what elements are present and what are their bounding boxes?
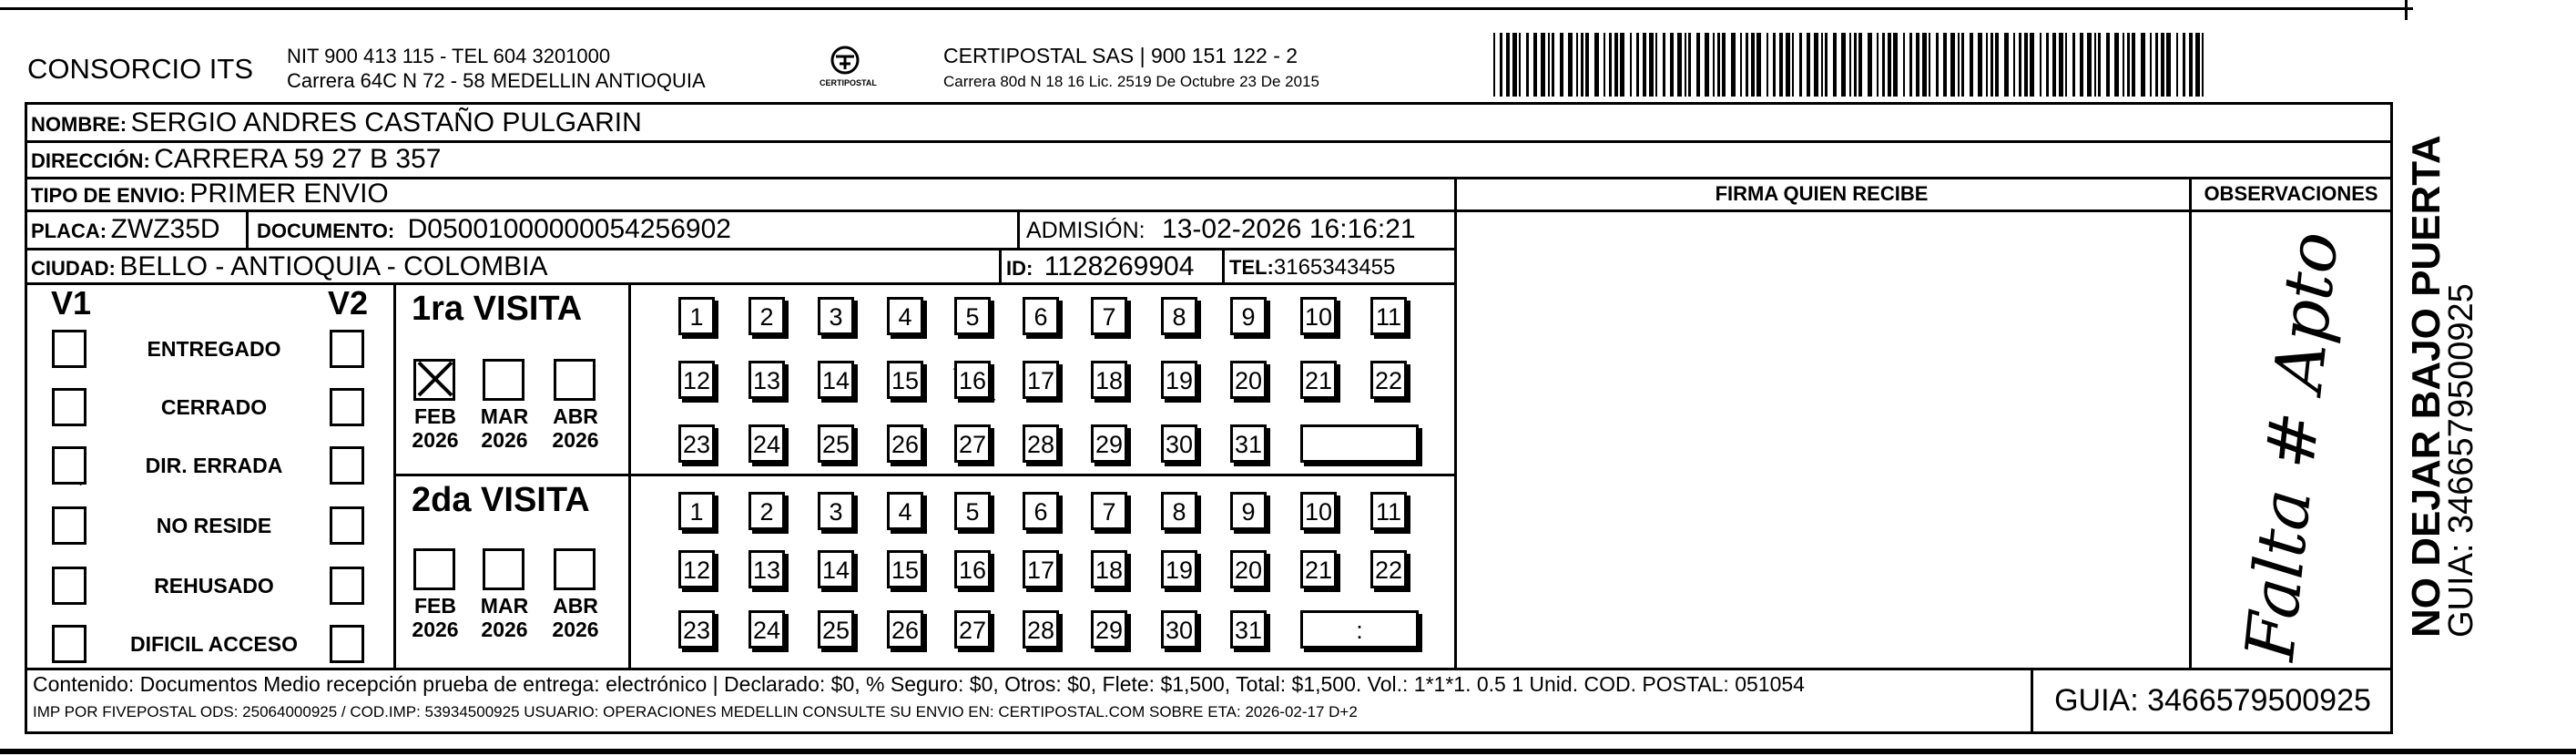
barcode-bar [1717, 33, 1720, 97]
barcode-bar [1936, 33, 1939, 97]
barcode-bar [1643, 33, 1646, 97]
first-month-year: 2026 [412, 428, 459, 452]
first-day-box[interactable]: 1 [678, 297, 715, 335]
barcode-bar [1995, 33, 1999, 97]
barcode-bar [2127, 33, 2130, 97]
first-day-box[interactable]: 25 [818, 424, 854, 463]
barcode-bar [1649, 33, 1654, 97]
second-day-box[interactable]: 4 [887, 492, 923, 530]
barcode-bar [2030, 33, 2034, 97]
first-month-name: ABR [553, 404, 598, 428]
first-day-box[interactable]: 26 [887, 424, 923, 463]
barcode-bar [1685, 33, 1686, 97]
barcode-bar [2166, 33, 2171, 97]
top-scan-line [0, 7, 2413, 10]
barcode-bar [1533, 33, 1537, 97]
barcode-bar [2161, 33, 2164, 97]
guia-vertical: GUIA: 3466579500925 [2442, 283, 2480, 638]
status-option-label: NO RESIDE [156, 514, 272, 537]
no-dejar-vertical: NO DEJAR BAJO PUERTA [2404, 135, 2449, 638]
second-month-checkbox[interactable] [554, 548, 596, 590]
courier-name: CERTIPOSTAL SAS | 900 151 122 - 2 [943, 44, 1298, 67]
first-day-box[interactable]: 8 [1161, 297, 1197, 335]
first-day-box[interactable]: 29 [1091, 424, 1127, 463]
barcode-bar [1903, 33, 1905, 97]
second-day-box[interactable]: 3 [818, 492, 854, 530]
second-day-box[interactable]: 7 [1091, 492, 1127, 530]
barcode-bar [1506, 33, 1510, 97]
barcode-bar [1705, 33, 1709, 97]
barcode-bar [1854, 33, 1857, 97]
second-day-box[interactable]: 16 [954, 550, 991, 588]
barcode-bar [2189, 33, 2193, 97]
barcode-bar [1779, 33, 1783, 97]
barcode-bar [1751, 33, 1755, 97]
direccion-value: CARRERA 59 27 B 357 [154, 144, 442, 174]
nombre-label: NOMBRE: [31, 113, 127, 136]
visit-split-line [393, 474, 1454, 476]
ciudad-row [31, 251, 547, 282]
firma-header-line2 [1454, 209, 2189, 212]
observation-handwritten: Falta # Apto [2231, 228, 2354, 664]
first-day-box[interactable]: 4 [887, 297, 923, 335]
second-day-box[interactable]: 18 [1091, 550, 1127, 588]
v2-checkbox[interactable] [330, 625, 364, 663]
first-month-checkbox[interactable] [413, 359, 455, 401]
barcode-bar [1868, 33, 1872, 97]
tel-row [1229, 255, 1395, 281]
barcode-bar [1568, 33, 1573, 97]
barcode-bar [1814, 33, 1818, 97]
barcode-bar [2040, 33, 2041, 97]
first-visit-title: 1ra VISITA [412, 290, 583, 328]
barcode-bar [1978, 33, 1982, 97]
barcode-bar [1688, 33, 1691, 97]
barcode-bar [2176, 33, 2178, 97]
id-label: ID: [1006, 257, 1033, 280]
second-day-box[interactable]: 22 [1370, 550, 1407, 588]
barcode-bar [1594, 33, 1599, 97]
second-day-box[interactable]: 25 [818, 610, 854, 649]
barcode-bar [2141, 33, 2145, 97]
v2-header: V2 [328, 284, 369, 322]
footer-top-line [25, 668, 2393, 670]
second-day-box[interactable]: 27 [954, 610, 991, 649]
barcode-bar [1792, 33, 1794, 97]
barcode-bar [2094, 33, 2096, 97]
barcode-bar [2052, 33, 2056, 97]
barcode-bar [1807, 33, 1810, 97]
barcode-bar [1970, 33, 1973, 97]
barcode-bar [1950, 33, 1955, 97]
barcode-bar [1882, 33, 1885, 97]
barcode-bar [1620, 33, 1624, 97]
barcode-bar [1958, 33, 1960, 97]
barcode-bar [2080, 33, 2083, 97]
status-option-label: DIR. ERRADA [145, 454, 283, 477]
documento-value: D05001000000054256902 [407, 214, 731, 244]
barcode-bar [1585, 33, 1589, 97]
first-day-box[interactable]: 24 [748, 424, 785, 463]
first-day-box[interactable]: 13 [748, 361, 785, 399]
footer-contenido: Contenido: Documentos Medio recepción prueba de entrega: electrónico | Declarado: $0, % Seguro: $0, Otros: $0, Flete: $1,500, Total: $1,500. Vol.: 1*1*1. 0.5 1 Unid. COD. POSTAL: 051054 [33, 672, 1805, 696]
tipo-row [31, 179, 389, 209]
barcode [1493, 33, 2215, 97]
barcode-bar [2098, 33, 2101, 97]
first-day-box[interactable]: 5 [954, 297, 991, 335]
first-day-box[interactable]: 18 [1091, 361, 1127, 399]
observaciones-header: OBSERVACIONES [2204, 182, 2378, 205]
second-month-checkbox[interactable] [413, 548, 455, 590]
second-day-box[interactable]: 6 [1023, 492, 1059, 530]
placa-row [31, 214, 220, 245]
first-day-box[interactable]: 27 [954, 424, 991, 463]
company-name: CONSORCIO ITS [27, 53, 254, 85]
second-day-box[interactable]: 19 [1161, 550, 1197, 588]
v1-checkbox[interactable] [52, 330, 87, 368]
first-day-box[interactable]: 31 [1230, 424, 1267, 463]
bottom-scan-line [0, 749, 2576, 754]
first-day-box[interactable]: 14 [818, 361, 854, 399]
first-day-box[interactable]: 12 [678, 361, 715, 399]
tel-value: 3165343455 [1273, 255, 1396, 280]
status-option-label: REHUSADO [154, 574, 274, 598]
second-day-box[interactable]: 30 [1161, 610, 1197, 649]
barcode-bar [1909, 33, 1912, 97]
second-month-year: 2026 [481, 618, 528, 641]
ciudad-value: BELLO - ANTIOQUIA - COLOMBIA [119, 251, 548, 281]
barcode-bar [1541, 33, 1545, 97]
obs-left-border [2189, 177, 2192, 668]
second-day-box[interactable]: 15 [887, 550, 923, 588]
barcode-bar [2072, 33, 2075, 97]
barcode-bar [2155, 33, 2158, 97]
row-divider-1 [25, 140, 2393, 143]
tel-divider [1222, 248, 1225, 282]
barcode-bar [1630, 33, 1632, 97]
second-time-box[interactable]: : [1300, 610, 1419, 649]
second-day-box[interactable]: 17 [1023, 550, 1059, 588]
barcode-bar [1500, 33, 1502, 97]
first-day-box[interactable]: 16 [954, 361, 991, 399]
barcode-bar [2059, 33, 2063, 97]
v2-checkbox[interactable] [330, 506, 364, 545]
first-month-checkbox[interactable] [554, 359, 596, 401]
barcode-bar [1670, 33, 1674, 97]
first-day-box[interactable]: 7 [1091, 297, 1127, 335]
first-day-box[interactable]: 3 [818, 297, 854, 335]
documento-row [257, 214, 731, 245]
tipo-value: PRIMER ENVIO [189, 179, 389, 209]
second-month-checkbox[interactable] [483, 548, 524, 590]
ciudad-label: CIUDAD: [31, 257, 116, 280]
barcode-bar [1943, 33, 1947, 97]
barcode-bar [2087, 33, 2092, 97]
second-visit-title: 2da VISITA [412, 481, 590, 519]
barcode-bar [1581, 33, 1583, 97]
barcode-bar [2019, 33, 2021, 97]
barcode-bar [2065, 33, 2067, 97]
second-day-box[interactable]: 8 [1161, 492, 1197, 530]
barcode-bar [2202, 33, 2204, 97]
v1-checkbox[interactable] [52, 506, 87, 545]
firma-header-line [2189, 209, 2393, 212]
second-day-box[interactable]: 31 [1230, 610, 1267, 649]
company-address: Carrera 64C N 72 - 58 MEDELLIN ANTIOQUIA [287, 69, 706, 92]
barcode-bar [1677, 33, 1682, 97]
barcode-bar [1821, 33, 1823, 97]
second-day-box[interactable]: 14 [818, 550, 854, 588]
barcode-bar [2114, 33, 2119, 97]
placa-divider [246, 209, 249, 248]
second-day-box[interactable]: 28 [1023, 610, 1059, 649]
barcode-bar [1756, 33, 1761, 97]
second-month-name: MAR [480, 594, 529, 618]
status-option-label: CERRADO [160, 395, 268, 419]
first-day-box[interactable]: 10 [1300, 297, 1337, 335]
barcode-bar [1512, 33, 1517, 97]
second-day-box[interactable]: 5 [954, 492, 991, 530]
v2-checkbox[interactable] [330, 567, 364, 605]
barcode-bar [1722, 33, 1726, 97]
barcode-bar [2013, 33, 2015, 97]
row-divider-4 [25, 248, 1454, 250]
barcode-bar [1893, 33, 1898, 97]
barcode-bar [1841, 33, 1846, 97]
id-row [1006, 251, 1194, 282]
second-day-box[interactable]: 13 [748, 550, 785, 588]
first-day-box[interactable]: 21 [1300, 361, 1337, 399]
barcode-bar [2004, 33, 2009, 97]
admision-value: 13-02-2026 16:16:21 [1162, 214, 1416, 244]
firma-left-border [1454, 177, 1457, 668]
v1-checkbox[interactable] [52, 567, 87, 605]
second-day-box[interactable]: 23 [678, 610, 715, 649]
first-day-box[interactable]: 30 [1161, 424, 1197, 463]
barcode-bar [1655, 33, 1657, 97]
barcode-bar [1888, 33, 1891, 97]
footer-guia-divider [2031, 668, 2033, 734]
second-month-name: FEB [414, 594, 456, 618]
barcode-bar [1614, 33, 1618, 97]
barcode-bar [1713, 33, 1715, 97]
second-day-box[interactable]: 11 [1370, 492, 1407, 530]
barcode-bar [1696, 33, 1700, 97]
barcode-bar [1746, 33, 1748, 97]
direccion-row [31, 144, 441, 175]
id-divider [999, 248, 1002, 282]
certipostal-logo [818, 42, 872, 97]
barcode-bar [2024, 33, 2028, 97]
barcode-bar [1767, 33, 1768, 97]
second-day-box[interactable]: 29 [1091, 610, 1127, 649]
second-day-box[interactable]: 2 [748, 492, 785, 530]
nombre-row [31, 107, 642, 138]
second-day-box[interactable]: 1 [678, 492, 715, 530]
first-month-year: 2026 [481, 428, 528, 452]
v1-header: V1 [51, 284, 92, 322]
firma-header: FIRMA QUIEN RECIBE [1715, 182, 1929, 205]
v2-checkbox[interactable] [330, 446, 364, 485]
tel-label: TEL: [1229, 256, 1274, 279]
nombre-value: SERGIO ANDRES CASTAÑO PULGARIN [130, 107, 642, 138]
barcode-bar [2106, 33, 2110, 97]
courier-address: Carrera 80d N 18 16 Lic. 2519 De Octubre 23 De 2015 [943, 73, 1319, 90]
documento-label: DOCUMENTO: [257, 220, 395, 242]
barcode-bar [2046, 33, 2049, 97]
barcode-bar [2195, 33, 2200, 97]
second-day-box[interactable]: 9 [1230, 492, 1267, 530]
company-nit: NIT 900 413 115 - TEL 604 3201000 [287, 45, 611, 67]
footer-imp: IMP POR FIVEPOSTAL ODS: 25064000925 / COD.IMP: 53934500925 USUARIO: OPERACIONES MEDELLIN CONSULTE SU ENVIO EN: CERTIPOSTAL.COM SOBRE ETA: 2026-02-17 D+2 [33, 703, 1358, 720]
barcode-bar [1929, 33, 1930, 97]
second-day-box[interactable]: 24 [748, 610, 785, 649]
barcode-bar [1786, 33, 1790, 97]
v1-checkbox[interactable] [52, 625, 87, 663]
first-day-box[interactable]: 19 [1161, 361, 1197, 399]
barcode-bar [1552, 33, 1554, 97]
barcode-bar [1825, 33, 1828, 97]
barcode-bar [1604, 33, 1605, 97]
first-day-box[interactable]: 28 [1023, 424, 1059, 463]
barcode-bar [2150, 33, 2152, 97]
first-day-box[interactable]: 20 [1230, 361, 1267, 399]
barcode-bar [1833, 33, 1837, 97]
barcode-bar [1991, 33, 1993, 97]
status-option-label: ENTREGADO [147, 337, 281, 361]
second-month-name: ABR [553, 594, 598, 618]
right-scan-tick [2405, 0, 2408, 20]
barcode-bar [1731, 33, 1736, 97]
first-day-box[interactable]: 23 [678, 424, 715, 463]
first-day-box[interactable]: 2 [748, 297, 785, 335]
first-day-box[interactable]: 9 [1230, 297, 1267, 335]
barcode-bar [1663, 33, 1665, 97]
first-day-box[interactable]: 15 [887, 361, 923, 399]
placa-label: PLACA: [31, 220, 107, 242]
barcode-bar [1636, 33, 1639, 97]
first-month-name: MAR [480, 404, 529, 428]
barcode-bar [1526, 33, 1529, 97]
second-month-year: 2026 [552, 618, 599, 641]
second-day-box[interactable]: 26 [887, 610, 923, 649]
first-day-box[interactable]: 22 [1370, 361, 1407, 399]
barcode-bar [2123, 33, 2124, 97]
first-month-year: 2026 [552, 428, 599, 452]
placa-value: ZWZ35D [110, 214, 220, 244]
barcode-bar [1849, 33, 1851, 97]
barcode-bar [2132, 33, 2135, 97]
id-value: 1128269904 [1044, 251, 1195, 281]
first-month-checkbox[interactable] [483, 359, 524, 401]
first-day-box[interactable]: 17 [1023, 361, 1059, 399]
barcode-bar [1961, 33, 1964, 97]
barcode-bar [1740, 33, 1742, 97]
barcode-bar [1773, 33, 1776, 97]
first-day-box[interactable]: 6 [1023, 297, 1059, 335]
second-month-year: 2026 [412, 618, 459, 641]
barcode-bar [1519, 33, 1521, 97]
barcode-bar [1609, 33, 1612, 97]
barcode-bar [1986, 33, 1988, 97]
footer-guia: GUIA: 3466579500925 [2054, 683, 2371, 718]
barcode-bar [1576, 33, 1578, 97]
barcode-bar [1922, 33, 1927, 97]
barcode-bar [1493, 33, 1495, 97]
v1-checkbox[interactable] [52, 388, 87, 426]
direccion-label: DIRECCIÓN: [31, 149, 150, 172]
v2-checkbox[interactable] [330, 388, 364, 426]
first-time-box[interactable] [1300, 424, 1419, 463]
second-day-box[interactable]: 10 [1300, 492, 1337, 530]
barcode-bar [1858, 33, 1862, 97]
first-month-name: FEB [414, 404, 456, 428]
second-day-box[interactable]: 21 [1300, 550, 1337, 588]
admision-label: ADMISIÓN: [1026, 218, 1145, 243]
barcode-bar [1916, 33, 1919, 97]
barcode-bar [2183, 33, 2185, 97]
admision-row [1026, 214, 1416, 245]
v2-checkbox[interactable] [330, 330, 364, 368]
logo-caption: CERTIPOSTAL [820, 78, 877, 87]
first-day-box[interactable]: 11 [1370, 297, 1407, 335]
tipo-label: TIPO DE ENVIO: [31, 184, 186, 207]
barcode-bar [1548, 33, 1550, 97]
v1-checkbox[interactable] [52, 446, 87, 485]
second-day-box[interactable]: 12 [678, 550, 715, 588]
row-divider-5 [25, 282, 1454, 285]
barcode-bar [1560, 33, 1563, 97]
second-day-box[interactable]: 20 [1230, 550, 1267, 588]
barcode-bar [1877, 33, 1879, 97]
barcode-bar [1799, 33, 1802, 97]
status-option-label: DIFICIL ACCESO [129, 632, 298, 656]
admision-divider [1017, 209, 1020, 248]
